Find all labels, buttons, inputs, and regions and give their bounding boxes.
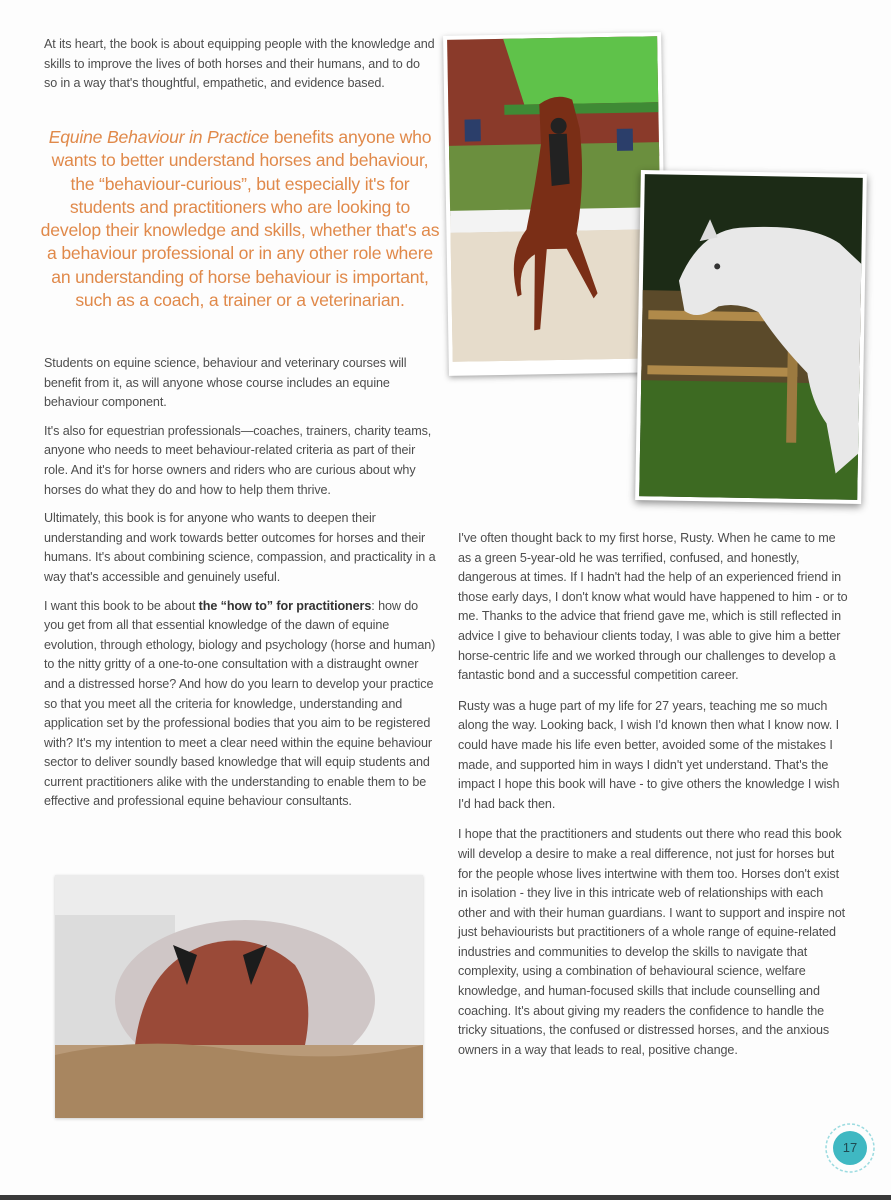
left-paragraph-students: Students on equine science, behaviour and veterinary courses will benefit from it, as will anyone whose course includes an equine behaviour component. xyxy=(44,356,407,410)
right-paragraph-practitioners: I hope that the practitioners and students out there who read this book will develop a desire to make a real difference, not just for horses but for the people whose lives intertwine with them too. Horses don't exist in isolation - they live in this intricate web of relationships with each other and with their human guardians. I want to support and inspire not just behaviourists but practitioners of a whole range of equine-related industries and communities to develop the skills to navigate that complexity, using a combination of behavioural science, welfare knowledge, and human-focused skills that include counselling and coaching. It's about giving my readers the confidence to handle the tricky situations, the confused or distressed horses, and the anxious owners in a way that leads to real, positive change. xyxy=(458,827,846,1057)
intro-paragraph xyxy=(44,35,436,94)
snowy-horse-illustration xyxy=(55,875,423,1118)
right-paragraph-27-years: Rusty was a huge part of my life for 27 years, teaching me so much along the way. Looking back, I wish I'd known then what I know now. I could have made his life even better, avoided some of the mistakes I made, and supported him in ways I didn't yet understand. That's the impact I hope this book will have - to give others the knowledge I wish I'd had back then. xyxy=(458,698,840,811)
how-to-emphasis: the “how to” for practitioners xyxy=(198,598,372,613)
grey-horse-illustration xyxy=(635,170,867,504)
page-number: 17 xyxy=(842,1140,858,1155)
right-paragraph-rusty: I've often thought back to my first horse, Rusty. When he came to me as a green 5-year-old he was terrified, confused, and honestly, dangerous at times. If I hadn't had the help of an experienced friend in those early days, I don't know what would have happened to him - or to me. Thanks to the advice that friend gave me, which is still reflected in advice I give to behaviour clients today, I was able to give him a better horse-centric life and we worked through our challenges to develop a fantastic bond and a successful competition career. xyxy=(458,531,848,683)
left-column xyxy=(44,354,436,812)
pull-quote xyxy=(40,126,440,312)
photo-snowy-horse xyxy=(55,875,423,1118)
pull-quote-book-title: Equine Behaviour in Practice xyxy=(48,127,270,147)
photo-dressage-horse xyxy=(443,32,667,376)
left-paragraph-how-to: I want this book to be about the “how to” for practitioners: how do you get from all that essential knowledge of the dawn of equine evolution, through ethology, biology and psychology (horse and human) to the nitty gritty of a one-to-one consultation with a distraught owner and a distressed horse? And how do you learn to develop your practice so that you meet all the criteria for knowledge, understanding and application set by the professional bodies that you aim to be registered with? It's my intention to meet a clear need within the equine behaviour sector to deliver soundly based knowledge that will equip students and current practitioners alike with the understanding to enable them to be effective and professional equine behaviour consultants. xyxy=(44,598,436,809)
right-column xyxy=(458,529,850,1060)
intro-text: At its heart, the book is about equipping people with the knowledge and skills to improve the lives of both horses and their humans, and to do so in a way that's thoughtful, empathetic, and evidence based. xyxy=(44,37,435,91)
bottom-edge-bar xyxy=(0,1195,891,1200)
left-paragraph-professionals: It's also for equestrian professionals—coaches, trainers, charity teams, anyone who needs to meet behaviour-related criteria as part of their role. And it's for horse owners and riders who are curious about why horses do what they do and how to help them thrive. xyxy=(44,423,432,497)
dressage-horse-illustration xyxy=(443,32,667,376)
left-paragraph-ultimately: Ultimately, this book is for anyone who wants to deepen their understanding and work towards better outcomes for horses and their humans. It's about combining science, compassion, and practicality in a way that's accessible and genuinely useful. xyxy=(44,511,436,584)
photo-grey-horse xyxy=(635,170,867,504)
pull-quote-text: benefits anyone who wants to better understand horses and behaviour, the “behaviour-curious”, but especially it's for students and practitioners who are looking to develop their knowledge and skills, whether that's as a behaviour professional or in any other role where an understanding of horse behaviour is important, such as a coach, a trainer or a veterinarian. xyxy=(40,127,440,311)
